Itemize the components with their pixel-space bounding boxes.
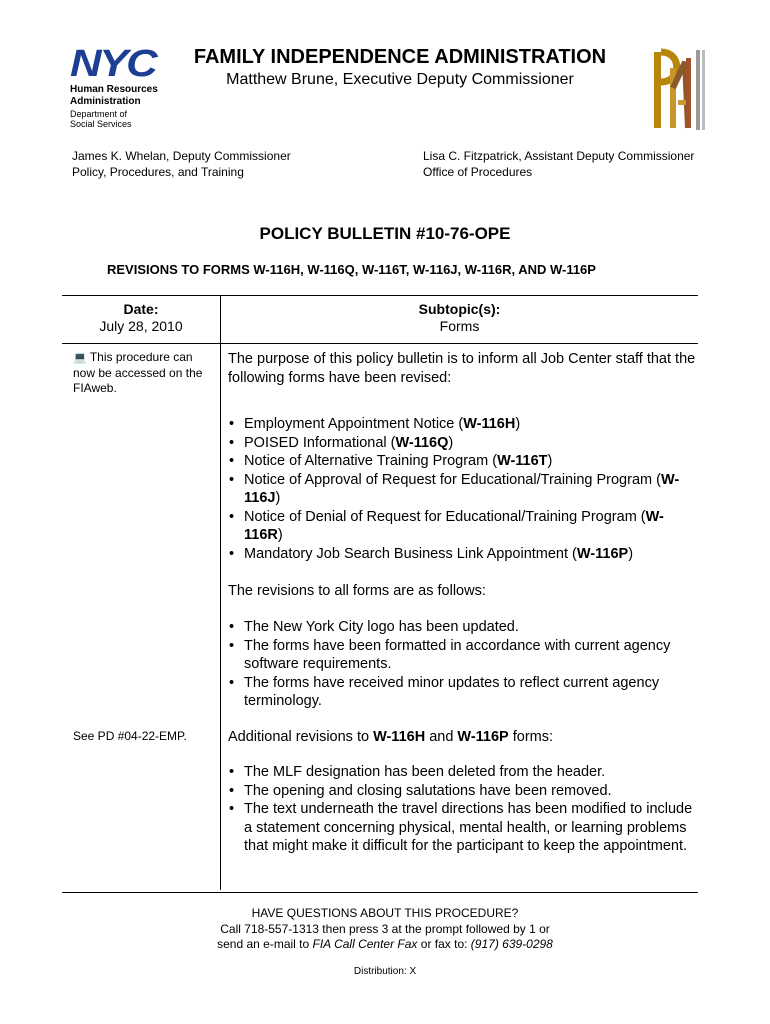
fia-logo-icon <box>652 48 712 134</box>
subtopic-label: Subtopic(s): <box>418 301 501 317</box>
contact-footer <box>0 906 770 953</box>
deputy-office: Policy, Procedures, and Training <box>72 165 244 179</box>
list-item: • The forms have been formatted in accordance with current agency software requirements. <box>228 637 698 674</box>
list-item: • The MLF designation has been deleted from the header. <box>228 763 698 782</box>
fiaweb-note <box>73 350 215 396</box>
table-bottom-rule <box>62 892 698 893</box>
deputy-commissioner-block <box>72 148 291 180</box>
call-center-fax-link[interactable]: FIA Call Center Fax <box>312 937 418 951</box>
list-item: • Notice of Approval of Request for Educational/Training Program (W-116J) <box>228 471 698 508</box>
list-item: • POISED Informational (W-116Q) <box>228 434 698 453</box>
list-item: • The opening and closing salutations have been removed. <box>228 782 698 801</box>
hra-logo-line3: Department of <box>70 109 128 119</box>
table-top-rule <box>62 295 698 296</box>
computer-icon: 💻 <box>73 352 87 364</box>
additional-revisions-intro: Additional revisions to W-116H and W-116P forms: <box>228 729 554 745</box>
hra-logo-line1: Human Resources <box>70 84 158 95</box>
hra-logo-line2: Administration <box>70 96 141 107</box>
list-item: • The text underneath the travel directions has been modified to include a statement concerning physical, mental health, or learning problems that might make it difficult for the participant to keep the appointment. <box>228 800 698 856</box>
purpose-paragraph: The purpose of this policy bulletin is to inform all Job Center staff that the following forms have been revised: <box>228 351 696 386</box>
revisions-intro: The revisions to all forms are as follows: <box>228 583 486 599</box>
list-item: • Notice of Denial of Request for Educational/Training Program (W-116R) <box>228 508 698 545</box>
table-column-divider <box>220 296 221 890</box>
agency-subtitle: Matthew Brune, Executive Deputy Commissioner <box>226 71 574 88</box>
footer-call: Call 718-557-1313 then press 3 at the prompt followed by 1 or <box>220 921 550 936</box>
agency-title: FAMILY INDEPENDENCE ADMINISTRATION <box>193 46 607 68</box>
subtopic-value: Forms <box>439 318 480 334</box>
bulletin-subject: REVISIONS TO FORMS W-116H, W-116Q, W-116T, W-116J, W-116R, AND W-116P <box>107 262 596 277</box>
date-value: July 28, 2010 <box>99 318 183 334</box>
table-header-rule <box>62 343 698 344</box>
list-item: • Notice of Alternative Training Program (W-116T) <box>228 452 698 471</box>
list-item: • Mandatory Job Search Business Link Appointment (W-116P) <box>228 545 698 564</box>
footer-question: HAVE QUESTIONS ABOUT THIS PROCEDURE? <box>251 906 519 920</box>
fiaweb-note-text: This procedure can now be accessed on the FIAweb. <box>73 350 203 395</box>
nyc-hra-logo <box>70 43 180 130</box>
all-forms-revisions-list <box>228 618 698 711</box>
hra-logo-line4: Social Services <box>70 119 132 129</box>
list-item: • The forms have received minor updates to reflect current agency terminology. <box>228 674 698 711</box>
revised-forms-list <box>228 415 698 563</box>
fax-number: (917) 639-0298 <box>470 937 553 951</box>
assistant-name: Lisa C. Fitzpatrick, Assistant Deputy Commissioner <box>423 149 695 163</box>
bulletin-title: POLICY BULLETIN #10-76-OPE <box>259 224 511 243</box>
footer-contact: send an e-mail to FIA Call Center Fax or fax to: (917) 639-0298 <box>217 937 553 951</box>
list-item: • Employment Appointment Notice (W-116H) <box>228 415 698 434</box>
date-label: Date: <box>123 301 159 317</box>
nyc-logo-text: NYC <box>70 43 156 85</box>
assistant-office: Office of Procedures <box>423 165 533 179</box>
see-pd-reference: See PD #04-22-EMP. <box>73 729 187 743</box>
additional-revisions-list <box>228 763 698 856</box>
list-item: • The New York City logo has been updated. <box>228 618 698 637</box>
assistant-commissioner-block <box>423 148 694 180</box>
distribution-label: Distribution: X <box>353 966 417 977</box>
deputy-name: James K. Whelan, Deputy Commissioner <box>72 149 291 163</box>
